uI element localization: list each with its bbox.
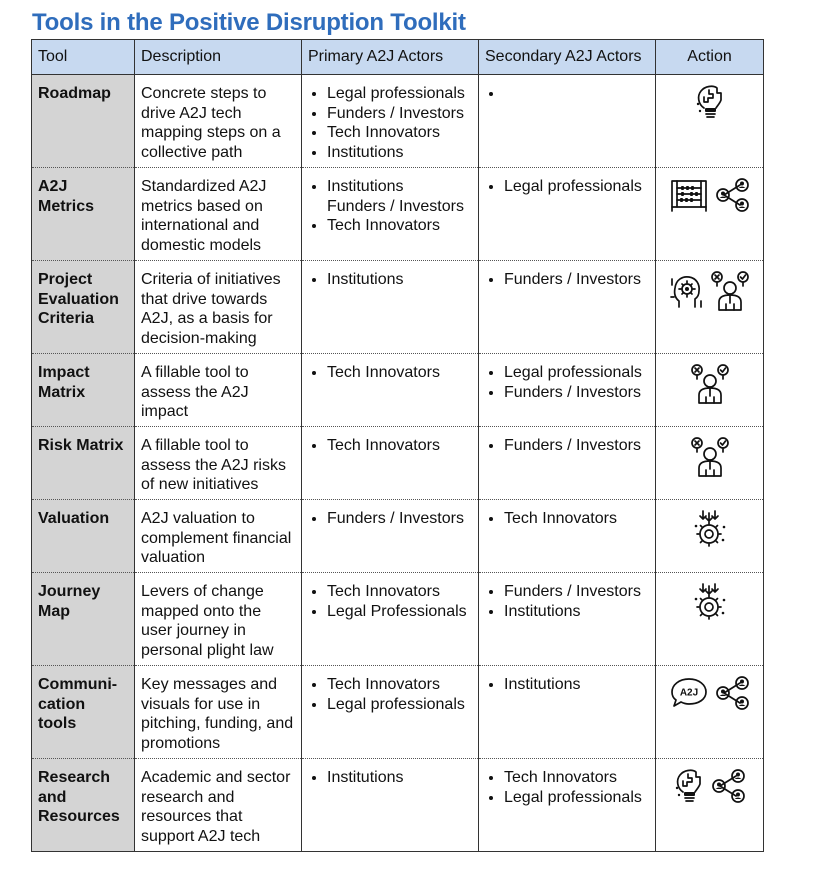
primary-actors-list <box>308 177 472 236</box>
gear-arrows-icon <box>692 582 728 622</box>
description-cell: A fillable tool to assess the A2J impact <box>135 354 302 427</box>
secondary-actors-cell <box>479 261 656 354</box>
table-row <box>32 168 764 261</box>
gear-arrows-icon <box>692 509 728 549</box>
action-icons-cell <box>656 759 764 852</box>
actor-list-item: • Institutions <box>327 143 472 163</box>
tool-name-cell <box>32 573 135 666</box>
actor-list-item: • Funders / Investors <box>504 270 649 290</box>
action-icons-cell <box>656 573 764 666</box>
tool-name-line: Matrix <box>38 383 86 401</box>
abacus-icon <box>669 177 709 213</box>
a2j-speech-bubble-icon <box>669 676 709 710</box>
actor-list-item: • Legal professionals <box>504 177 649 197</box>
table-row <box>32 261 764 354</box>
actor-list-item: • Legal professionals <box>504 363 649 383</box>
action-icons-cell <box>656 500 764 573</box>
secondary-actors-cell <box>479 427 656 500</box>
table-body <box>32 75 764 852</box>
secondary-actors-cell <box>479 354 656 427</box>
tool-name-cell <box>32 427 135 500</box>
actor-list-item: • Tech Innovators <box>327 363 472 383</box>
actor-list-item: • Institutions <box>327 177 472 197</box>
header-tool: Tool <box>32 40 135 75</box>
actor-list-item: • Tech Innovators <box>327 216 472 236</box>
actor-list-item: • Institutions <box>327 270 472 290</box>
description-cell: A fillable tool to assess the A2J risks of new initiatives <box>135 427 302 500</box>
actor-list-item: Funders / Investors <box>327 197 464 215</box>
table-row <box>32 666 764 759</box>
actor-list-item: • Tech Innovators <box>504 509 649 529</box>
actor-list-item <box>504 84 649 104</box>
primary-actors-list <box>308 270 472 290</box>
tool-name-line: Project <box>38 271 93 288</box>
description-cell: Concrete steps to drive A2J tech mapping steps on a collective path <box>135 75 302 168</box>
tool-name-cell <box>32 75 135 168</box>
actor-list-item: • Institutions <box>504 675 649 695</box>
tool-name-cell <box>32 168 135 261</box>
actor-list-item: • Legal Professionals <box>327 602 472 622</box>
tool-name-line: cation <box>38 695 86 713</box>
tool-name-cell <box>32 500 135 573</box>
primary-actors-cell <box>302 573 479 666</box>
actor-list-item: • Funders / Investors <box>504 582 649 602</box>
table-row <box>32 427 764 500</box>
primary-actors-list <box>308 768 472 788</box>
secondary-actors-cell <box>479 75 656 168</box>
secondary-actors-list <box>485 363 649 402</box>
action-icons-cell <box>656 666 764 759</box>
actor-list-item: • Institutions <box>504 602 649 622</box>
actor-list-item: • Legal professionals <box>327 695 472 715</box>
description-cell: Levers of change mapped onto the user journey in personal plight law <box>135 573 302 666</box>
action-icons-cell <box>656 168 764 261</box>
tool-name-line: Evaluation <box>38 290 119 308</box>
actor-list-item: • Funders / Investors <box>504 383 649 403</box>
secondary-actors-list <box>485 436 649 456</box>
decision-person-icon <box>710 270 750 312</box>
primary-actors-list <box>308 436 472 456</box>
page-title: Tools in the Positive Disruption Toolkit <box>32 9 466 36</box>
description-cell: Criteria of initiatives that drive towards A2J, as a basis for decision-making <box>135 261 302 354</box>
description-cell: Standardized A2J metrics based on international and domestic models <box>135 168 302 261</box>
toolkit-table <box>31 39 764 852</box>
secondary-actors-list <box>485 177 649 197</box>
primary-actors-list <box>308 84 472 162</box>
table-row <box>32 75 764 168</box>
secondary-actors-list <box>485 270 649 290</box>
primary-actors-cell <box>302 500 479 573</box>
actor-list-item: • Legal professionals <box>504 788 649 808</box>
tool-name-line: Valuation <box>38 510 110 527</box>
secondary-actors-list <box>485 84 649 104</box>
head-gear-icon <box>670 271 704 311</box>
primary-actors-cell <box>302 261 479 354</box>
primary-actors-list <box>308 509 472 529</box>
primary-actors-cell <box>302 168 479 261</box>
tool-name-line: Journey <box>38 583 101 600</box>
header-row <box>32 40 764 75</box>
tool-name-cell <box>32 666 135 759</box>
header-action: Action <box>656 40 764 75</box>
tool-name-cell <box>32 354 135 427</box>
tool-name-line: Communi- <box>38 676 118 693</box>
primary-actors-cell <box>302 666 479 759</box>
actor-list-item: • Tech Innovators <box>327 675 472 695</box>
secondary-actors-cell <box>479 500 656 573</box>
secondary-actors-list <box>485 768 649 807</box>
table-row <box>32 354 764 427</box>
actor-list-item: • Tech Innovators <box>327 436 472 456</box>
description-cell: A2J valuation to complement financial valuation <box>135 500 302 573</box>
primary-actors-list <box>308 363 472 383</box>
decision-person-icon <box>690 363 730 405</box>
actor-list-item: • Tech Innovators <box>327 582 472 602</box>
tool-name-line: Risk Matrix <box>38 437 124 454</box>
tool-name-line: Metrics <box>38 197 95 215</box>
primary-actors-cell <box>302 427 479 500</box>
tool-name-cell <box>32 261 135 354</box>
action-icons-cell <box>656 354 764 427</box>
action-icons-cell <box>656 75 764 168</box>
header-primary-actors: Primary A2J Actors <box>302 40 479 75</box>
table-row <box>32 759 764 852</box>
tool-name-line: A2J <box>38 178 68 195</box>
actor-list-item: • Institutions <box>327 768 472 788</box>
header-secondary-actors: Secondary A2J Actors <box>479 40 656 75</box>
primary-actors-cell <box>302 759 479 852</box>
tool-name-line: Impact <box>38 364 90 381</box>
secondary-actors-cell <box>479 666 656 759</box>
secondary-actors-list <box>485 509 649 529</box>
secondary-actors-list <box>485 675 649 695</box>
lightbulb-puzzle-icon <box>673 768 705 804</box>
primary-actors-cell <box>302 354 479 427</box>
actor-list-item: • Funders / Investors <box>327 104 472 124</box>
tool-name-line: Roadmap <box>38 85 111 102</box>
actor-list-item: • Tech Innovators <box>327 123 472 143</box>
network-users-icon <box>711 768 747 804</box>
primary-actors-cell <box>302 75 479 168</box>
description-cell: Key messages and visuals for use in pitching, funding, and promotions <box>135 666 302 759</box>
secondary-actors-list <box>485 582 649 621</box>
table-row <box>32 500 764 573</box>
actor-list-item: • Legal professionals <box>327 84 472 104</box>
table-row <box>32 573 764 666</box>
action-icons-cell <box>656 261 764 354</box>
header-description: Description <box>135 40 302 75</box>
tool-name-line: tools <box>38 715 77 732</box>
secondary-actors-cell <box>479 168 656 261</box>
primary-actors-list <box>308 582 472 621</box>
primary-actors-list <box>308 675 472 714</box>
tool-name-cell <box>32 759 135 852</box>
action-icons-cell <box>656 427 764 500</box>
secondary-actors-cell <box>479 759 656 852</box>
actor-list-item: • Funders / Investors <box>504 436 649 456</box>
tool-name-line: Map <box>38 602 70 620</box>
svg-text:A2J: A2J <box>679 687 698 699</box>
tool-name-line: Research <box>38 769 111 786</box>
actor-list-item: • Funders / Investors <box>327 509 472 529</box>
secondary-actors-cell <box>479 573 656 666</box>
network-users-icon <box>715 177 751 213</box>
network-users-icon <box>715 675 751 711</box>
tool-name-line: and <box>38 788 67 806</box>
tool-name-line: Criteria <box>38 310 95 327</box>
description-cell: Academic and sector research and resources that support A2J tech <box>135 759 302 852</box>
actor-list-item: • Tech Innovators <box>504 768 649 788</box>
decision-person-icon <box>690 436 730 478</box>
lightbulb-puzzle-icon <box>694 84 726 120</box>
tool-name-line: Resources <box>38 808 120 825</box>
